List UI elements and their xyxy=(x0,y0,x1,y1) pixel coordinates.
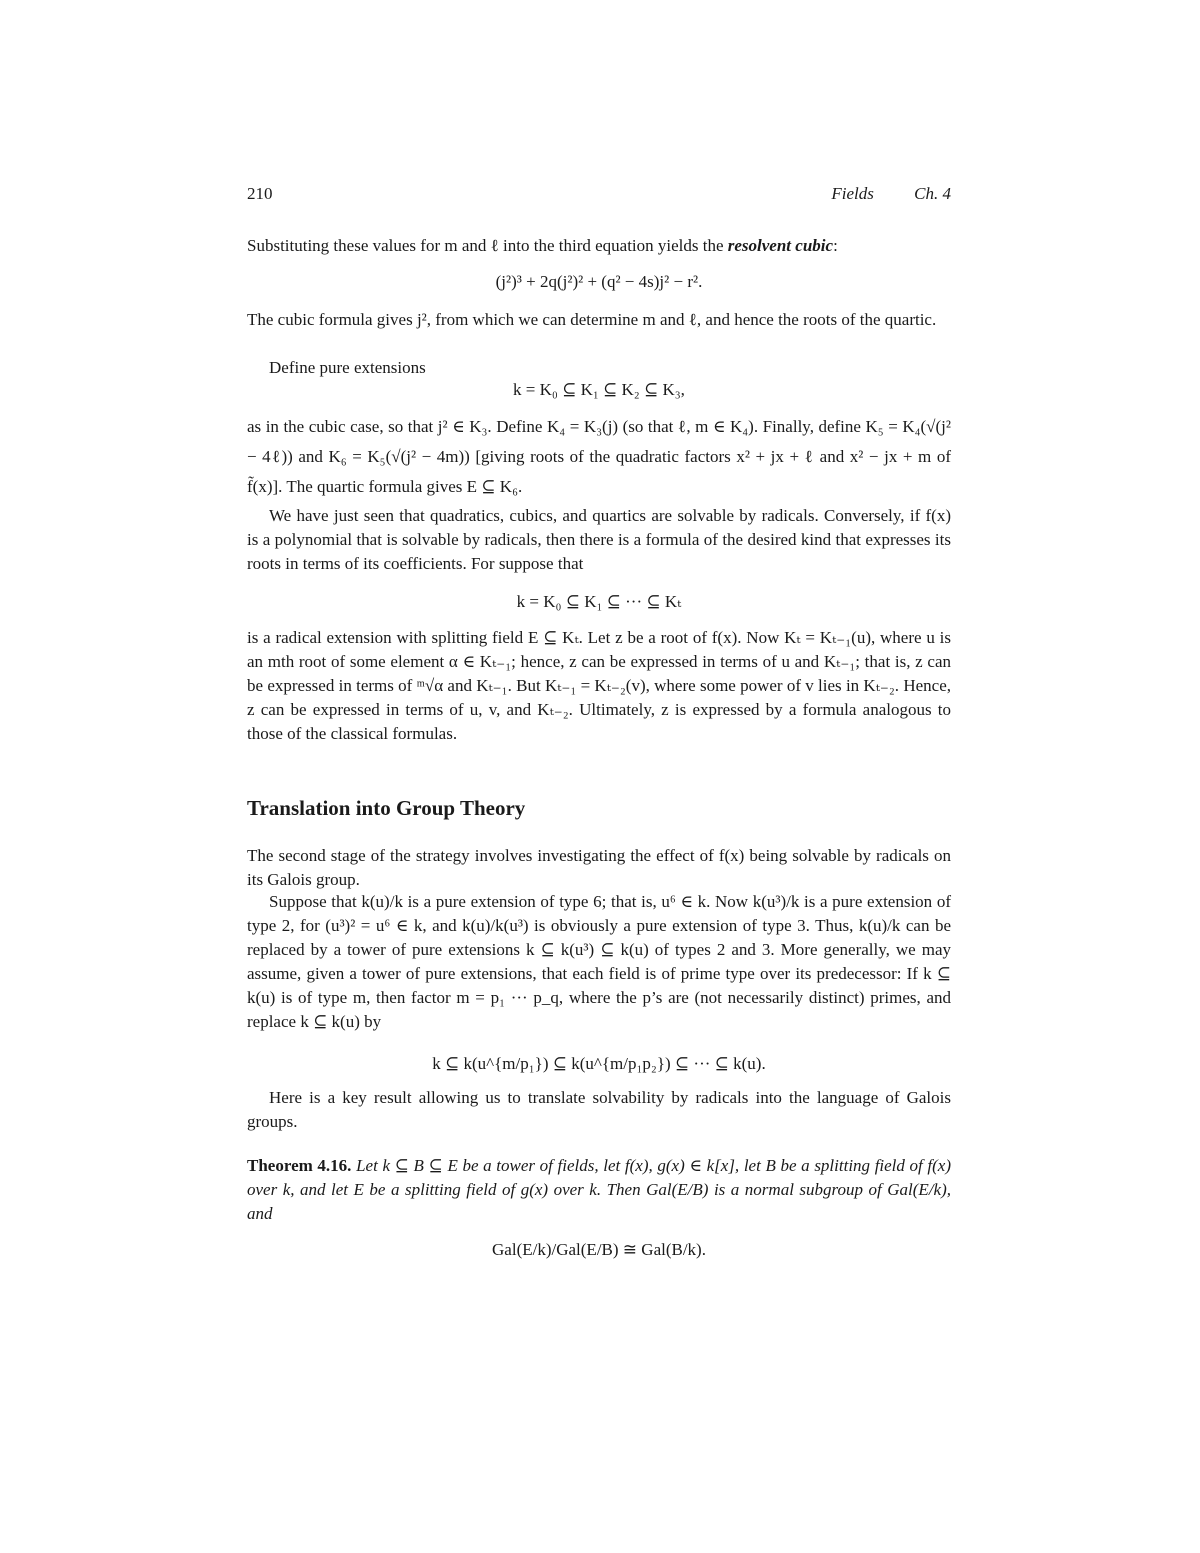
paragraph-pure-extension: Suppose that k(u)/k is a pure extension of type 6; that is, u⁶ ∈ k. Now k(u³)/k is a pure extension of type 2, for (u³)² = u⁶ ∈ k, and k(u)/k(u³) is obviously a pure extension of type 3. Thus, k(u)/k can be replaced by a tower of pure extensions k ⊆ k(u³) ⊆ k(u) of types 2 and 3. More generally, we may assume, given a tower of pure extensions, that each field is of prime type over its predecessor: If k ⊆ k(u) is of type m, then factor m = p₁ ··· p_q, where the p’s are (not necessarily distinct) primes, and replace k ⊆ k(u) by xyxy=(247,892,951,1031)
paragraph-resolvent xyxy=(247,234,951,258)
equation-prime-tower: k ⊆ k(u^{m/p₁}) ⊆ k(u^{m/p₁p₂}) ⊆ ··· ⊆ k(u). xyxy=(432,1054,766,1073)
running-title-block xyxy=(831,184,951,204)
section-title: Translation into Group Theory xyxy=(247,796,526,820)
paragraph-key-result: Here is a key result allowing us to translate solvability by radicals into the language of Galois groups. xyxy=(247,1088,951,1131)
paragraph-radical-extension: is a radical extension with splitting field E ⊆ Kₜ. Let z be a root of f(x). Now Kₜ = Kₜ₋₁(u), where u is an mth root of some element α ∈ Kₜ₋₁; hence, z can be expressed in terms of u and Kₜ₋₁; that is, z can be expressed in terms of ᵐ√α and Kₜ₋₁. But Kₜ₋₁ = Kₜ₋₂(v), where some power of v lies in Kₜ₋₂. Hence, z can be expressed in terms of u, v, and Kₜ₋₂. Ultimately, z is expressed by a formula analogous to those of the classical formulas. xyxy=(247,628,951,743)
theorem-label: Theorem 4.16. xyxy=(247,1156,352,1175)
paragraph-quartic-tower: as in the cubic case, so that j² ∈ K₃. Define K₄ = K₃(j) (so that ℓ, m ∈ K₄). Finally, define K₅ = K₄(√(j² − 4ℓ)) and K₆ = K₅(√(j² − 4m)) [giving roots of the quadratic factors x² + jx + ℓ and x² − jx + m of f̃(x)]. The quartic formula gives E ⊆ K₆. xyxy=(247,417,951,496)
running-title: Fields xyxy=(831,184,874,203)
paragraph-text: : xyxy=(833,236,838,255)
paragraph-define: Define pure extensions xyxy=(269,358,426,377)
theorem-4-16 xyxy=(247,1154,951,1226)
defined-term: resolvent cubic xyxy=(727,236,834,255)
equation-galois-quotient: Gal(E/k)/Gal(E/B) ≅ Gal(B/k). xyxy=(492,1240,706,1259)
paragraph-solvable: We have just seen that quadratics, cubics, and quartics are solvable by radicals. Conversely, if f(x) is a polynomial that is solvable by radicals, then there is a formula of the desired kind that expresses its roots in terms of its coefficients. For suppose that xyxy=(247,506,951,573)
paragraph-second-stage: The second stage of the strategy involves investigating the effect of f(x) being solvable by radicals on its Galois group. xyxy=(247,846,951,889)
paragraph-text: Substituting these values for m and ℓ into the third equation yields the xyxy=(247,236,728,255)
equation-resolvent-cubic: (j²)³ + 2q(j²)² + (q² − 4s)j² − r². xyxy=(495,272,703,291)
paragraph-cubic-formula: The cubic formula gives j², from which we can determine m and ℓ, and hence the roots of the quartic. xyxy=(247,310,937,329)
theorem-body: Let k ⊆ B ⊆ E be a tower of fields, let f(x), g(x) ∈ k[x], let B be a splitting field of f(x) over k, and let E be a splitting field of g(x) over k. Then Gal(E/B) is a normal subgroup of Gal(E/k), and xyxy=(247,1156,952,1223)
equation-tower-kt: k = K₀ ⊆ K₁ ⊆ ··· ⊆ Kₜ xyxy=(516,592,682,611)
page-number: 210 xyxy=(247,184,273,203)
equation-tower-k3: k = K₀ ⊆ K₁ ⊆ K₂ ⊆ K₃, xyxy=(513,380,685,399)
chapter-label: Ch. 4 xyxy=(914,184,951,203)
